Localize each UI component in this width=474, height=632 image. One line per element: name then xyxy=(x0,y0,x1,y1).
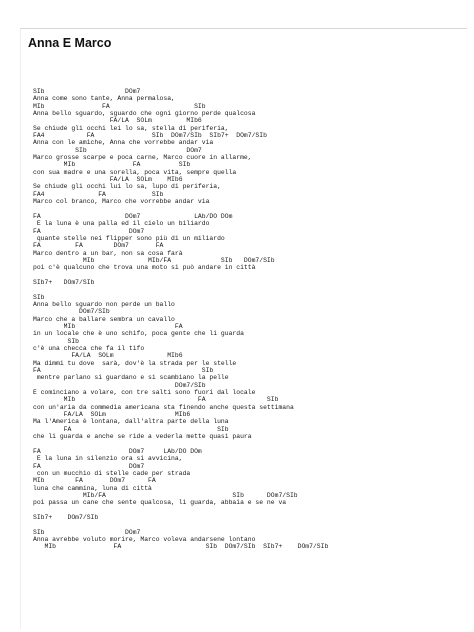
lyric-line: Anna avrebbe voluto morire, Marco voleva andarsene lontano xyxy=(33,535,256,543)
chord-line: FA DOm7 LAb/DO DOm xyxy=(33,212,233,220)
lyric-line: Anna con le amiche, Anna che vorrebbe andar via xyxy=(33,139,214,147)
lyric-line: E cominciano a volare, con tre salti sono fuori dal locale xyxy=(33,389,256,397)
lyric-line: luna che cammina, luna di città xyxy=(33,484,152,492)
chord-line: SIb DOm7 xyxy=(33,528,141,536)
chord-line: MIb FA xyxy=(33,323,183,330)
lyric-line: Marco col branco, Marco che vorrebbe andar via xyxy=(33,198,210,206)
lyric-line: E la luna in silenzio ora si avvicina, xyxy=(33,455,183,463)
lyric-line: con un'aria da commedia americana sta finendo anche questa settimana xyxy=(33,403,294,411)
chord-line: FA DOm7 xyxy=(33,227,145,235)
lyric-line: che li guarda e anche se ride a vederla mette quasi paura xyxy=(33,433,252,441)
blank-line xyxy=(33,272,463,279)
chord-line: SIb DOm7 xyxy=(33,88,141,95)
lyric-line: Marco dentro a un bar, non sa cosa farà xyxy=(33,249,183,257)
lyric-line: Se chiude gli occhi lui lo sa, lupo di periferia, xyxy=(33,183,221,191)
chord-line: FA/LA SOLm MIb6 xyxy=(33,411,191,419)
lyric-line: poi passa un cane che sente qualcosa, li guarda, abbaia e se ne va xyxy=(33,499,287,507)
lyric-line: Anna bello sguardo, sguardo che ogni giorno perde qualcosa xyxy=(33,110,256,118)
lyric-line: poi c'è qualcuno che trova una moto si può andare in città xyxy=(33,264,256,272)
chord-line: MIb FA SIb xyxy=(33,396,279,404)
chord-line: MIb FA DOm7 FA xyxy=(33,477,156,485)
lyric-line: Ma dimmi tu dove sarà, dov'è la strada per le stelle xyxy=(33,359,237,367)
chord-line: DOm7/SIb xyxy=(33,381,206,389)
song-title: Anna E Marco xyxy=(28,36,112,50)
chord-line: FA/LA SOLm MIb6 xyxy=(33,176,183,184)
song-text xyxy=(33,88,463,551)
chord-line: SIb7+ DOm7/SIb xyxy=(33,278,95,286)
lyric-line: quante stelle nei flipper sono più di un miliardo xyxy=(33,234,225,242)
chord-line: MIb FA SIb xyxy=(33,161,191,169)
chord-line: FA/LA SOLm MIb6 xyxy=(33,352,183,360)
lyric-line: in un locale che è uno schifo, poca gente che li guarda xyxy=(33,330,244,338)
lyric-line: E la luna è una palla ed il cielo un biliardo xyxy=(33,220,210,228)
chord-line: FA DOm7 LAb/DO DOm xyxy=(33,447,202,455)
chord-line: FA FA DOm7 FA xyxy=(33,242,164,250)
chord-line: FA/LA SOLm MIb6 xyxy=(33,117,202,125)
chord-line: MIb/FA SIb DOm7/SIb xyxy=(33,491,298,499)
blank-line xyxy=(33,521,463,528)
lyric-line: Anna come sono tante, Anna permalosa, xyxy=(33,95,175,103)
lyric-line: Marco che a ballare sembra un cavallo xyxy=(33,315,175,323)
blank-line xyxy=(33,441,463,448)
chord-line: MIb FA SIb DOm7/SIb SIb7+ DOm7/SIb xyxy=(33,543,329,551)
blank-line xyxy=(33,507,463,514)
lyric-line: mentre parlano si guardano e si scambiano la pelle xyxy=(33,374,229,382)
lyric-line: Ma l'America è lontana, dall'altra parte della luna xyxy=(33,418,229,426)
chord-line: DOm7/SIb xyxy=(33,308,110,316)
lyric-line: Se chiude gli occhi lei lo sa, stella di periferia, xyxy=(33,124,229,132)
chord-line: SIb xyxy=(33,293,45,301)
blank-line xyxy=(33,206,463,213)
chord-line: MIb FA SIb xyxy=(33,102,206,110)
chord-line: MIb MIb/FA SIb DOm7/SIb xyxy=(33,256,275,264)
chord-line: SIb7+ DOm7/SIb xyxy=(33,513,99,521)
chord-line: FA DOm7 xyxy=(33,462,145,470)
chord-line: FA4 FA SIb xyxy=(33,190,164,198)
chord-line: FA SIb xyxy=(33,367,214,375)
lyric-line: Marco grosse scarpe e poca carne, Marco cuore in allarme, xyxy=(33,154,252,162)
chord-line: SIb xyxy=(33,337,80,345)
lyric-line: Anna bello sguardo non perde un ballo xyxy=(33,300,175,308)
chord-line: FA SIb xyxy=(33,425,229,433)
blank-line xyxy=(33,286,463,293)
chord-line: FA4 FA SIb DOm7/SIb SIb7+ DOm7/SIb xyxy=(33,132,267,140)
lyric-line: c'è una checca che fa il tifo xyxy=(33,345,145,353)
lyric-line: con sua madre e una sorella, poca vita, sempre quella xyxy=(33,168,237,176)
lyric-line: con un mucchio di stelle cade per strada xyxy=(33,469,191,477)
chord-line: SIb DOm7 xyxy=(33,146,202,154)
